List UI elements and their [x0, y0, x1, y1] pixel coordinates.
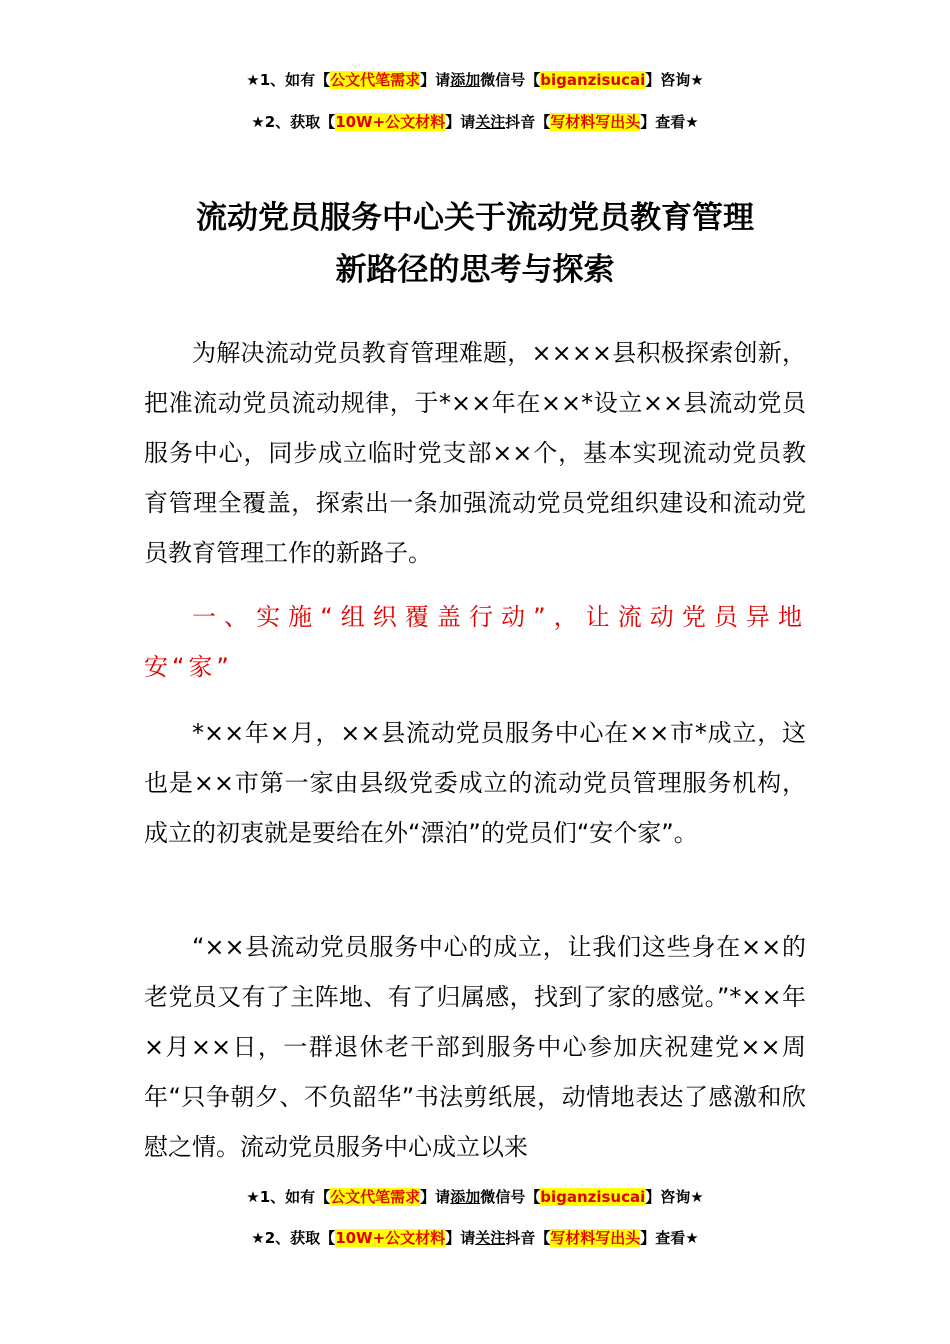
highlight-douyin: 写材料写出头	[550, 1229, 641, 1247]
underline-follow: 关注	[475, 1229, 506, 1247]
bottom-banner-line-1: ★1、如有【公文代笔需求】请添加微信号【biganzisucai】咨询★	[246, 1188, 704, 1206]
bottom-banner-line-2: ★2、获取【10W+公文材料】请关注抖音【写材料写出头】查看★	[251, 1229, 699, 1247]
paragraph-intro: 为解决流动党员教育管理难题，××××县积极探索创新，把准流动党员流动规律，于*××年在××*设立××县流动党员服务中心，同步成立临时党支部××个，基本实现流动党员教育管理全覆盖，探索出一条加强流动党员党组织建设和流动党员教育管理工作的新路子。	[144, 339, 806, 567]
highlight-materials: 10W+公文材料	[335, 1229, 446, 1247]
paragraph-2: *××年×月，××县流动党员服务中心在××市*成立，这也是××市第一家由县级党委成立的流动党员管理服务机构，成立的初衷就是要给在外“漂泊”的党员们“安个家”。	[144, 719, 806, 847]
highlight-wechat-id: biganzisucai	[540, 71, 646, 89]
top-banner-line-2: ★2、获取【10W+公文材料】请关注抖音【写材料写出头】查看★	[251, 113, 699, 131]
underline-add: 添加	[450, 1188, 481, 1206]
section-heading-1: 一、实施“组织覆盖行动”，让流动党员异地安“家”	[144, 603, 806, 681]
highlight-materials: 10W+公文材料	[335, 113, 446, 131]
highlight-service: 公文代笔需求	[330, 71, 421, 89]
underline-follow: 关注	[475, 113, 506, 131]
document-title: 流动党员服务中心关于流动党员教育管理 新路径的思考与探索	[196, 200, 754, 288]
top-banner-line-1: ★1、如有【公文代笔需求】请添加微信号【biganzisucai】咨询★	[246, 71, 704, 89]
paragraph-3: “××县流动党员服务中心的成立，让我们这些身在××的老党员又有了主阵地、有了归属感，找到了家的感觉。”*××年×月××日，一群退休老干部到服务中心参加庆祝建党××周年“只争朝夕、不负韶华”书法剪纸展，动情地表达了感激和欣慰之情。流动党员服务中心成立以来	[144, 933, 806, 1161]
highlight-douyin: 写材料写出头	[550, 113, 641, 131]
highlight-wechat-id: biganzisucai	[540, 1188, 646, 1206]
underline-add: 添加	[450, 71, 481, 89]
highlight-service: 公文代笔需求	[330, 1188, 421, 1206]
